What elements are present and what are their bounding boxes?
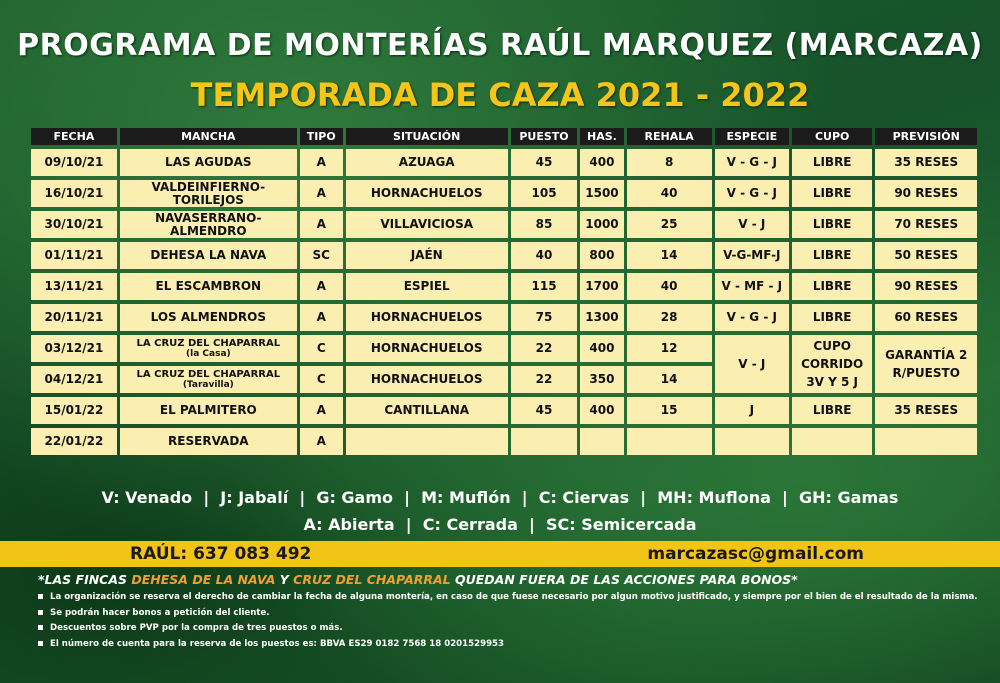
cell-puesto: 105 <box>511 180 578 207</box>
col-header: ESPECIE <box>715 128 789 145</box>
table-row <box>31 397 977 424</box>
cell-has: 800 <box>580 242 623 269</box>
col-header: REHALA <box>627 128 712 145</box>
col-header: MANCHA <box>120 128 297 145</box>
col-header: CUPO <box>792 128 873 145</box>
cell-prevision: 50 RESES <box>875 242 977 269</box>
list-item <box>38 623 978 633</box>
cell-mancha <box>120 366 297 393</box>
cell-cupo: LIBRE <box>792 180 873 207</box>
col-header: SITUACIÓN <box>346 128 508 145</box>
cell-fecha: 01/11/21 <box>31 242 117 269</box>
cell-cupo: LIBRE <box>792 211 873 238</box>
cell-fecha: 09/10/21 <box>31 149 117 176</box>
cell-fecha: 13/11/21 <box>31 273 117 300</box>
col-header: HAS. <box>580 128 623 145</box>
cell-tipo: SC <box>300 242 343 269</box>
table-row <box>31 304 977 331</box>
cell-rehala: 25 <box>627 211 712 238</box>
cell-puesto: 40 <box>511 242 578 269</box>
mancha-subname: (Taravilla) <box>182 379 234 390</box>
cell-situacion: VILLAVICIOSA <box>346 211 508 238</box>
cell-mancha: NAVASERRANO-ALMENDRO <box>120 211 297 238</box>
notice-text: Y <box>275 572 294 587</box>
mancha-subname: (la Casa) <box>186 348 231 359</box>
cell-situacion: JAÉN <box>346 242 508 269</box>
cell-mancha <box>120 335 297 362</box>
list-item <box>38 608 978 618</box>
cell-tipo: A <box>300 397 343 424</box>
cell-mancha: DEHESA LA NAVA <box>120 242 297 269</box>
note-text: El número de cuenta para la reserva de los puestos es: BBVA ES29 0182 7568 18 0201529953 <box>50 638 505 649</box>
cell-prevision: 90 RESES <box>875 273 977 300</box>
cell-mancha: VALDEINFIERNO-TORILEJOS <box>120 180 297 207</box>
cell-cupo: LIBRE <box>792 149 873 176</box>
note-text: Se podrán hacer bonos a petición del cliente. <box>50 607 270 618</box>
table-row <box>31 180 977 207</box>
cell-especie: V - G - J <box>715 149 789 176</box>
cell-situacion: CANTILLANA <box>346 397 508 424</box>
notice-text: *LAS FINCAS <box>38 572 132 587</box>
bullet-icon <box>38 625 43 630</box>
cell-tipo: C <box>300 366 343 393</box>
list-item <box>38 639 978 649</box>
cell-fecha: 20/11/21 <box>31 304 117 331</box>
cell-cupo <box>792 428 873 455</box>
cell-especie: V - G - J <box>715 180 789 207</box>
cell-fecha: 03/12/21 <box>31 335 117 362</box>
type-legend: A: Abierta | C: Cerrada | SC: Semicercada <box>303 515 697 534</box>
cell-tipo: A <box>300 304 343 331</box>
bullet-icon <box>38 610 43 615</box>
cell-especie <box>715 428 789 455</box>
cell-especie: V - J <box>715 211 789 238</box>
cell-cupo: LIBRE <box>792 397 873 424</box>
cell-mancha: LAS AGUDAS <box>120 149 297 176</box>
cell-puesto: 22 <box>511 366 578 393</box>
cell-rehala: 40 <box>627 180 712 207</box>
cell-prevision: 90 RESES <box>875 180 977 207</box>
cell-situacion <box>346 428 508 455</box>
col-header: PREVISIÓN <box>875 128 977 145</box>
cell-puesto: 75 <box>511 304 578 331</box>
list-item <box>38 592 978 602</box>
cell-fecha: 30/10/21 <box>31 211 117 238</box>
cell-cupo: LIBRE <box>792 273 873 300</box>
cell-situacion: AZUAGA <box>346 149 508 176</box>
cell-situacion: HORNACHUELOS <box>346 366 508 393</box>
cell-tipo: A <box>300 428 343 455</box>
cell-puesto: 45 <box>511 149 578 176</box>
cell-fecha: 04/12/21 <box>31 366 117 393</box>
cell-has: 400 <box>580 397 623 424</box>
cell-rehala: 14 <box>627 366 712 393</box>
cell-especie: J <box>715 397 789 424</box>
cell-puesto: 115 <box>511 273 578 300</box>
terms-list <box>38 592 978 654</box>
cell-tipo: A <box>300 149 343 176</box>
col-header: FECHA <box>31 128 117 145</box>
cell-especie: V - J <box>715 335 789 393</box>
cell-tipo: A <box>300 211 343 238</box>
cell-fecha: 15/01/22 <box>31 397 117 424</box>
table-header-row <box>31 128 977 145</box>
cell-tipo: C <box>300 335 343 362</box>
cell-prevision: 35 RESES <box>875 149 977 176</box>
cell-situacion: HORNACHUELOS <box>346 335 508 362</box>
cell-rehala: 8 <box>627 149 712 176</box>
table-row <box>31 211 977 238</box>
cell-has: 1500 <box>580 180 623 207</box>
col-header: TIPO <box>300 128 343 145</box>
mancha-name: LA CRUZ DEL CHAPARRAL <box>136 368 281 380</box>
cell-has: 1700 <box>580 273 623 300</box>
phone-number[interactable]: RAÚL: 637 083 492 <box>130 544 312 564</box>
cell-mancha: RESERVADA <box>120 428 297 455</box>
cell-rehala: 28 <box>627 304 712 331</box>
hunt-schedule-table <box>28 124 980 459</box>
bullet-icon <box>38 641 43 646</box>
table-row <box>31 428 977 455</box>
table-row <box>31 335 977 362</box>
cell-mancha: EL PALMITERO <box>120 397 297 424</box>
cell-prevision: 35 RESES <box>875 397 977 424</box>
cell-has: 1000 <box>580 211 623 238</box>
cell-especie: V-G-MF-J <box>715 242 789 269</box>
cell-has: 350 <box>580 366 623 393</box>
cell-puesto: 22 <box>511 335 578 362</box>
cell-prevision: GARANTÍA 2 R/PUESTO <box>875 335 977 393</box>
cell-especie: V - G - J <box>715 304 789 331</box>
notice-highlight: CRUZ DEL CHAPARRAL <box>293 572 451 587</box>
cell-has: 400 <box>580 149 623 176</box>
cell-rehala: 12 <box>627 335 712 362</box>
col-header: PUESTO <box>511 128 578 145</box>
cell-especie: V - MF - J <box>715 273 789 300</box>
mancha-name: LA CRUZ DEL CHAPARRAL <box>136 337 281 349</box>
note-text: La organización se reserva el derecho de cambiar la fecha de alguna montería, en caso de que fuese necesario por algun motivo justificado, y siempre por el bien de el resultado de la misma. <box>50 592 978 602</box>
cell-fecha: 22/01/22 <box>31 428 117 455</box>
bullet-icon <box>38 594 43 599</box>
cell-prevision: 60 RESES <box>875 304 977 331</box>
species-legend: V: Venado | J: Jabalí | G: Gamo | M: Muflón | C: Ciervas | MH: Muflona | GH: Gamas <box>101 488 899 507</box>
contact-bar <box>0 541 1000 567</box>
cell-tipo: A <box>300 180 343 207</box>
cell-puesto: 85 <box>511 211 578 238</box>
cell-cupo: LIBRE <box>792 242 873 269</box>
cell-has: 1300 <box>580 304 623 331</box>
notice-highlight: DEHESA DE LA NAVA <box>131 572 276 587</box>
cell-rehala: 14 <box>627 242 712 269</box>
cell-mancha: EL ESCAMBRON <box>120 273 297 300</box>
cell-rehala <box>627 428 712 455</box>
cell-prevision: 70 RESES <box>875 211 977 238</box>
cell-mancha: LOS ALMENDROS <box>120 304 297 331</box>
email-address[interactable]: marcazasc@gmail.com <box>647 544 864 564</box>
cell-situacion: ESPIEL <box>346 273 508 300</box>
table-row <box>31 242 977 269</box>
cell-rehala: 40 <box>627 273 712 300</box>
note-text: Descuentos sobre PVP por la compra de tres puestos o más. <box>50 623 343 633</box>
cell-has: 400 <box>580 335 623 362</box>
cell-situacion: HORNACHUELOS <box>346 304 508 331</box>
notice-text: QUEDAN FUERA DE LAS ACCIONES PARA BONOS* <box>450 572 798 587</box>
cell-cupo: LIBRE <box>792 304 873 331</box>
season-subtitle: TEMPORADA DE CAZA 2021 - 2022 <box>190 76 810 114</box>
cell-cupo: CUPO CORRIDO 3V Y 5 J <box>792 335 873 393</box>
table-row <box>31 149 977 176</box>
page-title: PROGRAMA DE MONTERÍAS RAÚL MARQUEZ (MARCAZA) <box>17 28 983 63</box>
cell-rehala: 15 <box>627 397 712 424</box>
cell-puesto: 45 <box>511 397 578 424</box>
cell-situacion: HORNACHUELOS <box>346 180 508 207</box>
cell-tipo: A <box>300 273 343 300</box>
bonus-notice <box>38 572 798 587</box>
table-row <box>31 273 977 300</box>
cell-prevision <box>875 428 977 455</box>
cell-has <box>580 428 623 455</box>
cell-fecha: 16/10/21 <box>31 180 117 207</box>
cell-puesto <box>511 428 578 455</box>
